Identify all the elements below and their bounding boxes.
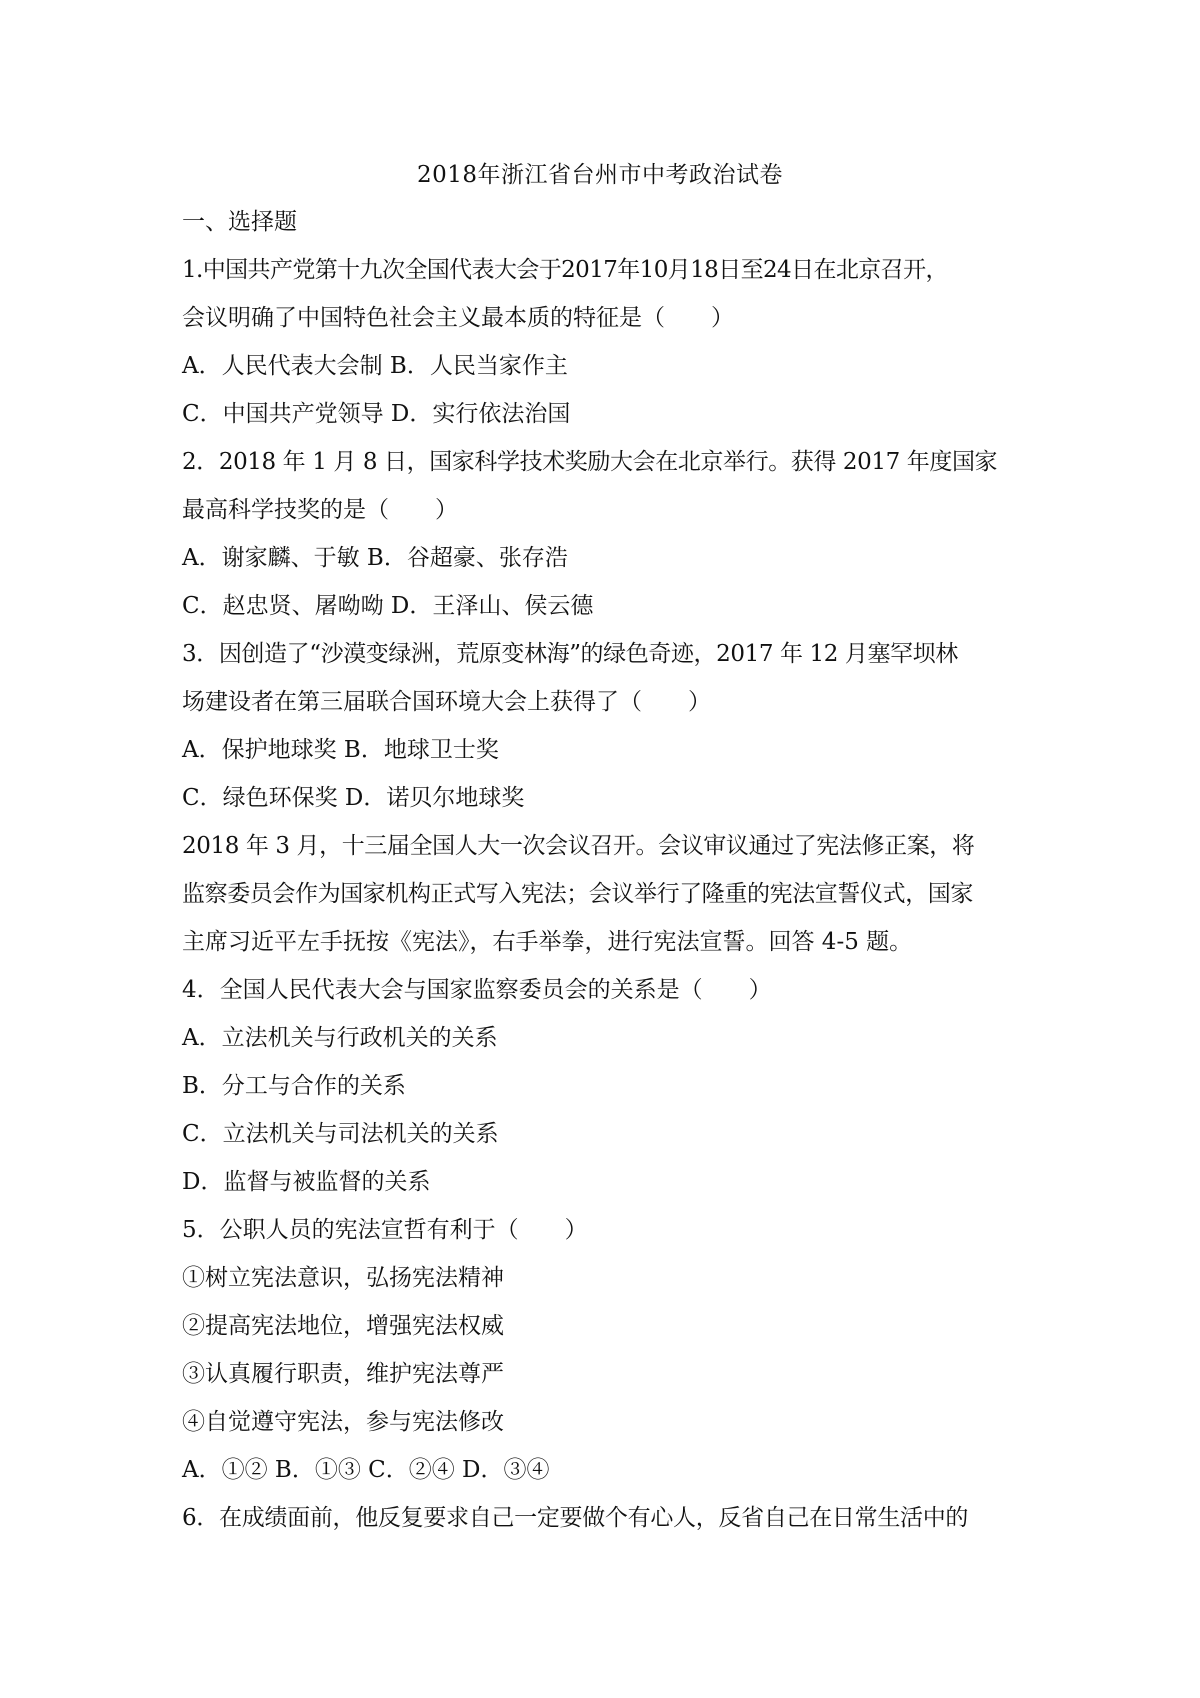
question-1-stem-line-2: 会议明确了中国特色社会主义最本质的特征是（ ） — [182, 305, 734, 331]
question-4-option-a: A．立法机关与行政机关的关系 — [182, 1025, 498, 1051]
material-line-1: 2018 年 3 月，十三届全国人大一次会议召开。会议审议通过了宪法修正案，将 — [182, 833, 975, 859]
question-6 — [182, 1494, 1022, 1542]
question-2-options-cd: C．赵忠贤、屠呦呦 D．王泽山、侯云德 — [182, 593, 594, 619]
question-2-options-ab: A．谢家麟、于敏 B．谷超豪、张存浩 — [182, 545, 568, 571]
question-4-option-d: D．监督与被监督的关系 — [182, 1169, 431, 1195]
material-line-2: 监察委员会作为国家机构正式写入宪法；会议举行了隆重的宪法宣誓仪式，国家 — [182, 881, 974, 907]
material-line-3: 主席习近平左手抚按《宪法》，右手举拳，进行宪法宣誓。回答 4-5 题。 — [182, 929, 913, 955]
question-4 — [182, 966, 1022, 1206]
question-3-stem-line-1: 3．因创造了“沙漠变绿洲，荒原变林海”的绿色奇迹，2017 年 12 月塞罕坝林 — [182, 641, 958, 667]
question-5-stem: 5．公职人员的宪法宣哲有利于（ ） — [182, 1217, 588, 1243]
question-3-options-cd: C．绿色环保奖 D．诺贝尔地球奖 — [182, 785, 525, 811]
material-passage — [182, 822, 1022, 966]
question-3-options-ab: A．保护地球奖 B．地球卫士奖 — [182, 737, 499, 763]
question-5 — [182, 1206, 1022, 1494]
question-6-stem-line-1: 6．在成绩面前，他反复要求自己一定要做个有心人，反省自己在日常生活中的 — [182, 1505, 969, 1531]
question-4-stem: 4．全国人民代表大会与国家监察委员会的关系是（ ） — [182, 977, 772, 1003]
question-5-item-4: ④自觉遵守宪法，参与宪法修改 — [182, 1409, 504, 1435]
question-2-stem-line-2: 最高科学技奖的是（ ） — [182, 497, 458, 523]
question-3-stem-line-2: 场建设者在第三届联合国环境大会上获得了（ ） — [182, 689, 711, 715]
exam-content — [182, 198, 1022, 1542]
question-3 — [182, 630, 1022, 822]
exam-title: 2018年浙江省台州市中考政治试卷 — [416, 162, 784, 188]
question-1-stem-line-1: 1.中国共产党第十九次全国代表大会于2017年10月18日至24日在北京召开， — [182, 257, 948, 283]
question-5-options: A．①② B．①③ C．②④ D．③④ — [182, 1457, 550, 1483]
question-5-item-2: ②提高宪法地位，增强宪法权威 — [182, 1313, 504, 1339]
question-4-option-b: B．分工与合作的关系 — [182, 1073, 406, 1099]
question-2-stem-line-1: 2．2018 年 1 月 8 日，国家科学技术奖励大会在北京举行。获得 2017 年度国家 — [182, 449, 998, 475]
question-5-item-3: ③认真履行职责，维护宪法尊严 — [182, 1361, 504, 1387]
question-5-item-1: ①树立宪法意识，弘扬宪法精神 — [182, 1265, 504, 1291]
question-1-options-ab: A．人民代表大会制 B．人民当家作主 — [182, 353, 568, 379]
question-4-option-c: C．立法机关与司法机关的关系 — [182, 1121, 499, 1147]
section-heading: 一、选择题 — [182, 209, 297, 235]
question-1 — [182, 246, 1022, 438]
question-2 — [182, 438, 1022, 630]
question-1-options-cd: C．中国共产党领导 D．实行依法治国 — [182, 401, 571, 427]
